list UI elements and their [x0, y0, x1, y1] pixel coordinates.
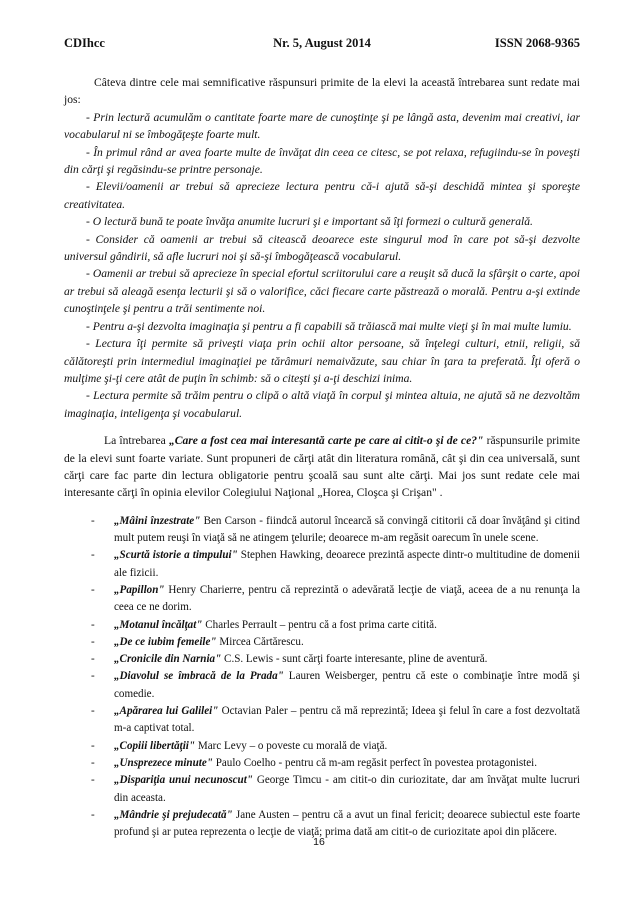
- list-item: [91, 703, 580, 738]
- issn-label: ISSN 2068-9365: [494, 36, 580, 50]
- book-title: „Mâini înzestrate": [114, 514, 201, 527]
- book-title: „Mândrie şi prejudecată": [114, 808, 233, 821]
- book-list: [64, 513, 580, 842]
- list-item: [91, 772, 580, 807]
- book-title: „Diavolul se îmbracă de la Prada": [114, 670, 284, 683]
- response-paragraph: - Prin lectură acumulăm o cantitate foarte mare de cunoştinţe şi pe lângă asta, devenim mai creativi, iar vocabularul ni se îmbogăţeşte foarte mult.: [64, 110, 580, 142]
- response-paragraph: - O lectură bună te poate învăţa anumite lucruri şi e important să îţi formezi o cultură generală.: [86, 215, 533, 229]
- book-text: Mircea Cărtărescu.: [216, 635, 304, 648]
- book-text: Jane Austen – pentru că a avut un final fericit; deoarece subiectul este foarte profund şi ar putea reprezenta o lecţie de viaţă; prima dată am citit-o de curiozitate apoi din plăcere.: [114, 808, 580, 839]
- question-lead: La întrebarea: [104, 434, 169, 448]
- book-title: „Scurtă istorie a timpului": [114, 549, 238, 562]
- response-paragraph: - Lectura îţi permite să priveşti viaţa prin ochii altor persoane, să înţelegi culturi, etnii, religii, să călătoreşti prin intermediul imaginaţiei pe tărâmuri nemaivăzute, sau chiar în ţara ta preferată. Îţi oferă o mulţime şi-ţi cere atât de puţin în schimb: să o citeşti şi a-ţi deschizi inima.: [64, 337, 580, 385]
- list-item: [91, 651, 580, 668]
- book-title: „Unsprezece minute": [114, 756, 213, 769]
- book-text: Charles Perrault – pentru că a fost prima carte citită.: [202, 618, 437, 631]
- book-text: George Timcu - am citit-o din curiozitate, dar am învăţat multe lucruri din aceasta.: [114, 774, 581, 804]
- book-title: „Apărarea lui Galilei": [114, 705, 219, 718]
- list-item: [91, 582, 580, 617]
- issue-label: Nr. 5, August 2014: [273, 36, 371, 50]
- list-item: [91, 755, 580, 772]
- response-paragraph: - Elevii/oamenii ar trebui să aprecieze lectura pentru că-i ajută să-şi deschidă mintea şi sporeşte creativitatea.: [64, 180, 580, 211]
- list-item: [91, 738, 580, 755]
- book-title: „Dispariţia unui necunoscut": [114, 774, 253, 787]
- question-text: „Care a fost cea mai interesantă carte pe care ai citit-o şi de ce?": [168, 434, 484, 448]
- book-text: Lauren Weisberger, pentru că este o combinaţie între modă şi comedie.: [114, 670, 580, 700]
- response-paragraph: - Pentru a-şi dezvolta imaginaţia şi pentru a fi capabili să trăiască mai multe vieţi şi în mai multe lumiu.: [86, 319, 572, 333]
- book-text: Marc Levy – o poveste cu morală de viaţă.: [195, 739, 388, 752]
- book-text: Ben Carson - fiindcă autorul încearcă să convingă cititorii că doar învăţând şi citind mult putem reuşi în viaţă să ne atingem ţelurile; deoarece m-am regăsit oarecum în unele scene.: [114, 514, 580, 545]
- page-number: 16: [313, 836, 325, 848]
- list-item: [91, 617, 580, 634]
- book-text: Henry Charierre, pentru că reprezintă o adevărată lecţie de viaţă, aceea de a nu renunţa la ceea ce ne dorim.: [114, 583, 580, 614]
- list-item: [91, 513, 580, 548]
- question-rest: răspunsurile primite de la elevi sunt foarte variate. Sunt propuneri de cărţi atât din literatura română, cât şi din cea universală, sunt cărţi care fac parte din lectura obligatorie pentru şcoală sau sunt alte cărţi. Mai jos sunt redate cele mai interesante cărţi în opinia elevilor Colegiului Naţional „Horea, Cloşca şi Crişan" .: [64, 434, 581, 500]
- question-paragraph: [64, 432, 580, 502]
- book-text: C.S. Lewis - sunt cărţi foarte interesante, pline de aventură.: [221, 653, 488, 666]
- list-item: [91, 547, 580, 582]
- journal-name: CDIhcc: [64, 36, 105, 50]
- book-title: „Copiii libertăţii": [114, 739, 196, 752]
- response-paragraph: - În primul rând ar avea foarte multe de învăţat din ceea ce citesc, se pot relaxa, refugiindu-se în poveşti din cărţi şi regăsindu-se printre personaje.: [64, 145, 580, 177]
- book-title: „Motanul încălţat": [114, 618, 203, 631]
- intro-paragraph: Câteva dintre cele mai semnificative răspunsuri primite de la elevi la această întrebarea sunt redate mai jos:: [64, 76, 580, 107]
- list-item: [91, 634, 580, 651]
- book-title: „Cronicile din Narnia": [114, 653, 222, 666]
- response-paragraph: - Lectura permite să trăim pentru o clipă o altă viaţă în corpul şi mintea altuia, ne ajută să ne dezvoltăm imaginaţia, inteligenţa şi vocabularul.: [64, 389, 580, 420]
- book-title: „De ce iubim femeile": [114, 635, 217, 648]
- page-body: [64, 74, 580, 841]
- book-text: Paulo Coelho - pentru că m-am regăsit perfect în povestea protagonistei.: [212, 756, 538, 769]
- page-header: [64, 36, 580, 56]
- response-paragraph: - Consider că oamenii ar trebui să citească deoarece este singurul mod în care pot să-şi dezvolte universul gândirii, să afle lucruri noi şi să-şi îmbogăţească vocabularul.: [64, 232, 580, 264]
- book-title: „Papillon": [114, 583, 165, 596]
- list-item: [91, 668, 580, 703]
- book-text: Stephen Hawking, deoarece prezintă aspecte dintr-o multitudine de domenii ale fizicii.: [114, 549, 580, 579]
- response-paragraph: - Oamenii ar trebui să aprecieze în special efortul scriitorului care a reuşit să ducă la sfârşit o carte, apoi ar trebui să aleagă esenţa lecturii şi să o valorifice, căci fiecare carte păstrează o morală. Pentru a-şi extinde cunoştinţele şi pentru a trăi sentimente noi.: [64, 267, 580, 316]
- book-text: Octavian Paler – pentru că mă reprezintă; Ideea şi felul în care a fost dezvoltată m-a captivat total.: [114, 705, 580, 735]
